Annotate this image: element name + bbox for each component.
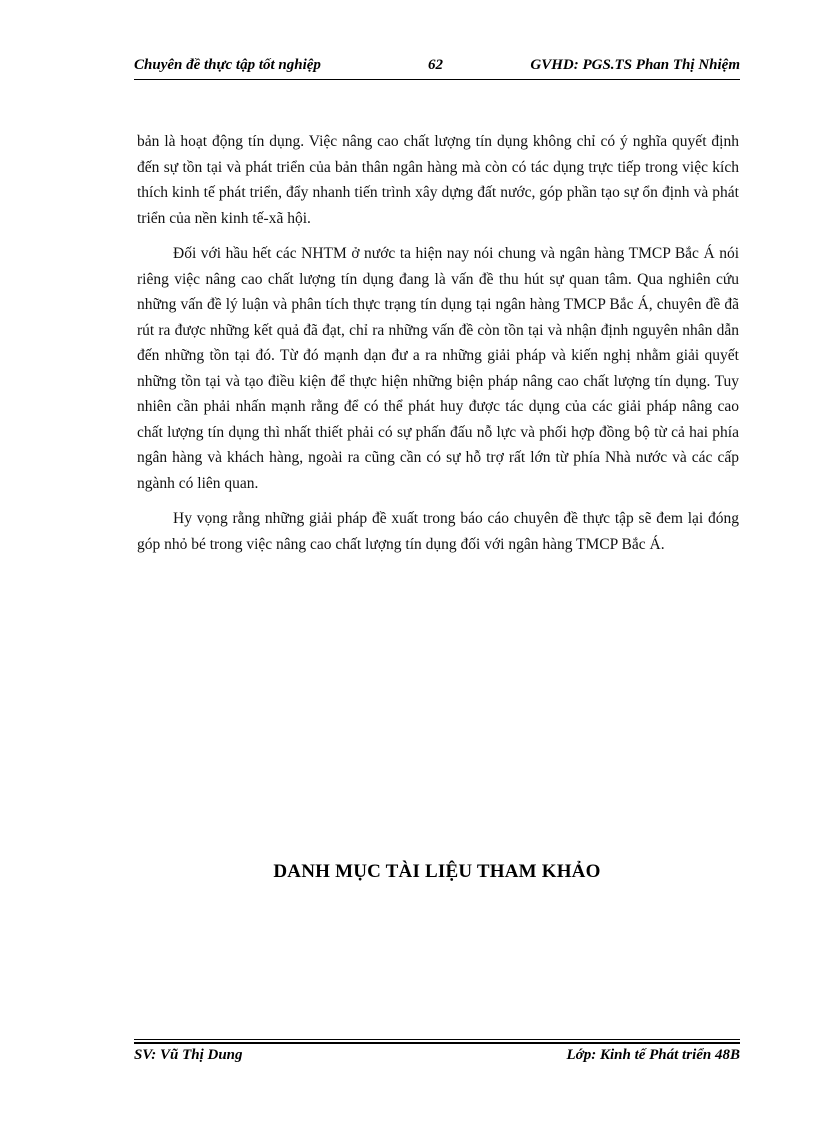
- paragraph-1: bản là hoạt động tín dụng. Việc nâng cao chất lượng tín dụng không chỉ có ý nghĩa quyết định đến sự tồn tại và phát triển của bản thân ngân hàng mà còn có tác dụng trực tiếp trong việc kích thích kinh tế phát triển, đẩy nhanh tiến trình xây dựng đất nước, góp phần tạo sự ổn định và phát triển của nền kinh tế-xã hội.: [137, 133, 739, 227]
- page-footer: [134, 1047, 740, 1069]
- header-supervisor: GVHD: PGS.TS Phan Thị Nhiệm: [530, 57, 740, 73]
- paragraph-2: Đối với hầu hết các NHTM ở nước ta hiện nay nói chung và ngân hàng TMCP Bắc Á nói riêng việc nâng cao chất lượng tín dụng đang là vấn đề thu hút sự quan tâm. Qua nghiên cứu những vấn đề lý luận và phân tích thực trạng tín dụng tại ngân hàng TMCP Bắc Á, chuyên đề đã rút ra được những kết quả đã đạt, chỉ ra những vấn đề còn tồn tại và nhận định nguyên nhân dẫn đến những tồn tại đó. Từ đó mạnh dạn đư a ra những giải pháp và kiến nghị nhằm giải quyết những tồn tại và tạo điều kiện để thực hiện những biện pháp nâng cao chất lượng tín dụng. Tuy nhiên cần phải nhấn mạnh rằng để có thể phát huy được tác dụng của các giải pháp nâng cao chất lượng tín dụng thì nhất thiết phải có sự phấn đấu nỗ lực và phối hợp đồng bộ từ cả hai phía ngân hàng và khách hàng, ngoài ra cũng cần có sự hỗ trợ rất lớn từ phía Nhà nước và các cấp ngành có liên quan.: [137, 245, 739, 492]
- body-text: [137, 129, 739, 567]
- footer-divider-thick: [134, 1042, 740, 1044]
- footer-divider-thin: [134, 1039, 740, 1040]
- header-title: Chuyên đề thực tập tốt nghiệp: [134, 57, 321, 73]
- header-divider: [134, 79, 740, 80]
- footer-class: Lớp: Kinh tế Phát triển 48B: [566, 1047, 740, 1063]
- page-header: [134, 57, 740, 79]
- paragraph-3: Hy vọng rằng những giải pháp đề xuất trong báo cáo chuyên đề thực tập sẽ đem lại đóng góp nhỏ bé trong việc nâng cao chất lượng tín dụng đối với ngân hàng TMCP Bắc Á.: [137, 510, 739, 553]
- section-heading: DANH MỤC TÀI LIỆU THAM KHẢO: [273, 861, 601, 882]
- page-number: 62: [428, 57, 443, 73]
- footer-student: SV: Vũ Thị Dung: [134, 1047, 243, 1063]
